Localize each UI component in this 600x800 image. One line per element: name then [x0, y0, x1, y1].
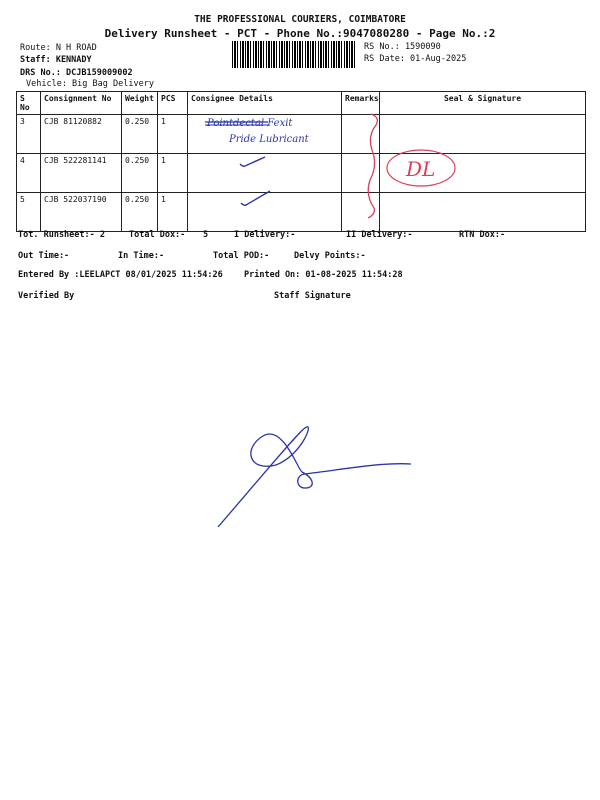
out-time: Out Time:- [18, 251, 70, 261]
vehicle-label: Vehicle: Big Bag Delivery [26, 79, 154, 89]
header-weight: Weight [122, 92, 158, 115]
total-dox-value: 5 [203, 230, 209, 240]
route-label: Route: N H ROAD [20, 43, 97, 53]
barcode-icon [232, 41, 356, 68]
table-header-row [17, 92, 586, 115]
staff-label: Staff: KENNADY [20, 55, 92, 65]
cell-consignee [188, 115, 342, 154]
cell-remarks [342, 154, 380, 193]
rs-date: RS Date: 01-Aug-2025 [364, 54, 467, 64]
struck-handwriting: Pointdectal Fexit [207, 118, 293, 129]
rs-number: RS No.: 1590090 [364, 42, 441, 52]
total-pod: Total POD:- [213, 251, 270, 261]
table-row [17, 154, 586, 193]
header-pcs: PCS [158, 92, 188, 115]
company-title: THE PROFESSIONAL COURIERS, COIMBATORE [194, 14, 406, 25]
drs-number: DRS No.: DCJB159009002 [20, 68, 133, 78]
cell-weight: 0.250 [122, 154, 158, 193]
table-row [17, 193, 586, 232]
cell-consignment: CJB 522037190 [41, 193, 122, 232]
stamp-text: DL [406, 157, 436, 181]
verified-by: Verified By [18, 291, 75, 301]
cell-pcs: 1 [158, 115, 188, 154]
printed-on: Printed On: 01-08-2025 11:54:28 [244, 270, 403, 280]
delvy-points: Delvy Points:- [294, 251, 366, 261]
header-sno: S No [17, 92, 41, 115]
cell-seal [380, 115, 586, 154]
header-remarks: Remarks [342, 92, 380, 115]
runsheet-table [16, 91, 586, 232]
signature-icon [218, 427, 411, 527]
total-dox-label: Total Dox:- [129, 230, 186, 240]
in-time: In Time:- [118, 251, 165, 261]
cell-sno: 5 [17, 193, 41, 232]
tot-runsheet: Tot. Runsheet:- 2 [18, 230, 105, 240]
header-consignment: Consignment No [41, 92, 122, 115]
cell-weight: 0.250 [122, 115, 158, 154]
cell-consignment: CJB 522281141 [41, 154, 122, 193]
cell-seal [380, 193, 586, 232]
ii-delivery: II Delivery:- [346, 230, 413, 240]
cell-pcs: 1 [158, 193, 188, 232]
cell-seal [380, 154, 586, 193]
cell-remarks [342, 115, 380, 154]
entered-by: Entered By :LEELAPCT 08/01/2025 11:54:26 [18, 270, 223, 280]
staff-signature-label: Staff Signature [274, 291, 351, 301]
rtn-dox: RTN Dox:- [459, 230, 506, 240]
cell-remarks [342, 193, 380, 232]
i-delivery: I Delivery:- [234, 230, 296, 240]
cell-consignment: CJB 81120882 [41, 115, 122, 154]
header-consignee: Consignee Details [188, 92, 342, 115]
cell-pcs: 1 [158, 154, 188, 193]
cell-weight: 0.250 [122, 193, 158, 232]
runsheet-subtitle: Delivery Runsheet - PCT - Phone No.:9047080280 - Page No.:2 [104, 27, 496, 40]
cell-sno: 3 [17, 115, 41, 154]
cell-consignee [188, 154, 342, 193]
cell-consignee [188, 193, 342, 232]
header-seal: Seal & Signature [380, 92, 586, 115]
cell-sno: 4 [17, 154, 41, 193]
table-row [17, 115, 586, 154]
consignee-handwriting: Pride Lubricant [229, 134, 309, 145]
